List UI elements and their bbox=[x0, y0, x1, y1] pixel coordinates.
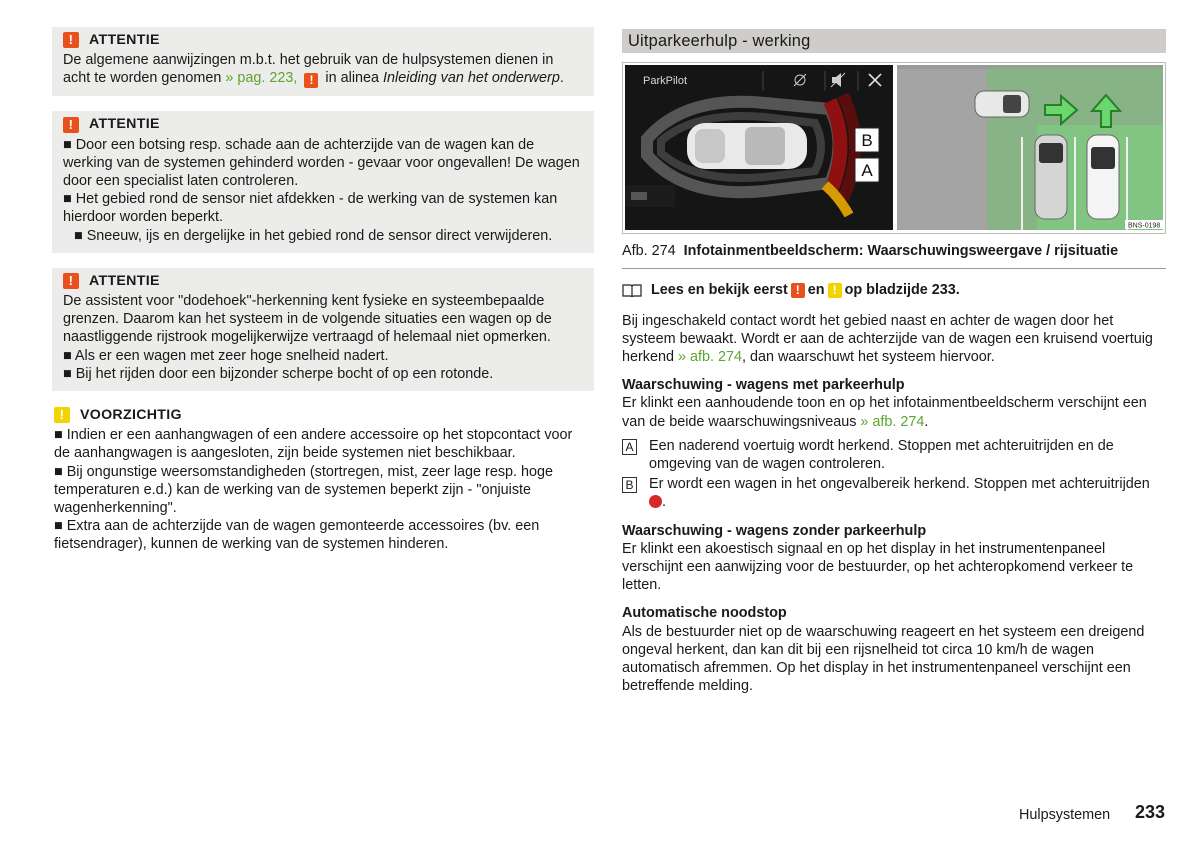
warning-box-3 bbox=[52, 268, 594, 391]
driving-situation bbox=[897, 65, 1163, 230]
bullet-item: ■ Extra aan de achterzijde van de wagen gemonteerde accessoires (bv. een fietsendrager), kunnen de werking van de systemen hinderen. bbox=[54, 518, 540, 553]
subheading: Waarschuwing - wagens met parkeerhulp bbox=[622, 377, 905, 394]
subheading: Waarschuwing - wagens zonder parkeerhulp bbox=[622, 522, 927, 539]
parkpilot-display-illustration bbox=[625, 65, 893, 230]
warning-icon: ! bbox=[63, 32, 79, 48]
subheading: Automatische noodstop bbox=[622, 605, 787, 622]
warning-level-b-label: B bbox=[861, 131, 873, 151]
figure-link[interactable]: » afb. 274 bbox=[860, 413, 925, 430]
warning-label: ATTENTIE bbox=[89, 272, 160, 289]
page-number: 233 bbox=[1135, 802, 1166, 822]
read-first-note: Lees en bekijk eerst ! en ! op bladzijde 233. bbox=[622, 281, 1166, 299]
book-icon bbox=[622, 284, 642, 298]
footer-chapter: Hulpsystemen bbox=[1019, 807, 1111, 823]
caution-icon: ! bbox=[54, 407, 70, 423]
figure-link[interactable]: » afb. 274 bbox=[678, 349, 743, 366]
warning-box-1 bbox=[52, 27, 594, 96]
bullet-item: ■ Bij het rijden door een bijzonder scherpe bocht of op een rotonde. bbox=[63, 365, 494, 382]
bullet-item: ■ Als er een wagen met zeer hoge snelheid nadert. bbox=[63, 347, 389, 364]
page-link[interactable]: » pag. 223, bbox=[225, 70, 298, 87]
infotainment-screen bbox=[625, 65, 893, 230]
caption-number: Afb. 274 bbox=[622, 243, 676, 260]
caption-text: Infotainmentbeeldscherm: Waarschuwingsweergave / rijsituatie bbox=[683, 243, 1119, 260]
figure-code: BNS-0198 bbox=[1128, 222, 1161, 230]
list-item bbox=[622, 437, 1166, 473]
bullet-item: ■ Door een botsing resp. schade aan de achterzijde van de wagen kan de werking van de systemen gehinderd worden - gevaar voor ongevallen! De wagen door een specialist laten controleren. bbox=[63, 136, 580, 190]
paragraph: Als de bestuurder niet op de waarschuwing reageert en het systeem een dreigend ongeval herkent, dan kan dit bij een rijsnelheid tot circa 10 km/h de wagen automatisch afremmen. Op het display in het instrumentenpaneel verschijnt een betreffende melding. bbox=[622, 623, 1145, 695]
bullet-item: ■ Bij ongunstige weersomstandigheden (stortregen, mist, zeer lage resp. hoge temperaturen e.d.) kan de werking van de systemen beperkt zijn - "onjuiste wagenherkenning". bbox=[54, 463, 554, 517]
warning-intro: De assistent voor "dodehoek"-herkenning kent fysieke en systeembepaalde grenzen. Daarom kan het systeem in de volgende situaties een wagen op de naastliggende rijstrook mogelijkerwijze vertraagd of helemaal niet opmerken. bbox=[63, 293, 552, 346]
paragraph: Er klinkt een akoestisch signaal en op het display in het instrumentenpaneel verschijnt een aanwijzing voor de bestuurder, op het achteropkomend verkeer te letten. bbox=[622, 540, 1134, 594]
bullet-item: ■ Indien er een aanhangwagen of een andere accessoire op het stopcontact voor de aanhangwagen is aangesloten, zijn beide systemen niet beschikbaar. bbox=[54, 427, 573, 462]
warning-icon: ! bbox=[791, 283, 805, 298]
list-item: B Er wordt een wagen in het ongevalbereik herkend. Stoppen met achteruitrijden . bbox=[622, 475, 1166, 511]
stop-icon bbox=[649, 495, 662, 508]
warning-text: De algemene aanwijzingen m.b.t. het gebruik van de hulpsystemen dienen in acht te worden genomen » pag. 223, ! in alinea Inleiding van het onderwerp. bbox=[63, 52, 564, 88]
intro-paragraph: Bij ingeschakeld contact wordt het gebied naast en achter de wagen door het systeem bewaakt. Wordt er aan de achterzijde van de wagen een kruisend voertuig herkend » afb. 274, dan waarschuwt het systeem hiervoor. bbox=[622, 312, 1153, 366]
key-label: B bbox=[622, 477, 637, 493]
warning-box-2 bbox=[52, 111, 594, 252]
caution-icon: ! bbox=[828, 283, 842, 298]
list-item-text: Er wordt een wagen in het ongevalbereik herkend. Stoppen met achteruitrijden bbox=[649, 476, 1150, 493]
trailer-icon bbox=[631, 192, 647, 200]
list-item-text: Een naderend voertuig wordt herkend. Stoppen met achteruitrijden en de omgeving van de wagen controleren. bbox=[649, 437, 1114, 473]
figure-274 bbox=[622, 62, 1166, 234]
warning-icon: ! bbox=[63, 273, 79, 289]
key-label: A bbox=[622, 439, 637, 455]
screen-title: ParkPilot bbox=[643, 75, 688, 88]
parking-lot-illustration bbox=[897, 65, 1163, 230]
warning-label: ATTENTIE bbox=[89, 116, 160, 133]
warning-icon: ! bbox=[304, 73, 318, 88]
warning-level-a-label: A bbox=[861, 161, 873, 181]
paragraph: Er klinkt een aanhoudende toon en op het infotainmentbeeldscherm verschijnt een van de beide waarschuwingsniveaus » afb. 274. bbox=[622, 395, 1147, 430]
right-column bbox=[622, 29, 1166, 705]
bullet-item: ■ Het gebied rond de sensor niet afdekken - de werking van de systemen kan hierdoor worden beperkt. bbox=[63, 191, 558, 226]
warning-label: ATTENTIE bbox=[89, 32, 160, 48]
caution-label: VOORZICHTIG bbox=[80, 407, 182, 424]
caution-block bbox=[52, 406, 594, 554]
divider bbox=[622, 268, 1166, 269]
figure-caption bbox=[622, 242, 1166, 260]
section-title: Uitparkeerhulp - werking bbox=[622, 29, 1166, 53]
left-column bbox=[52, 27, 594, 554]
warning-icon: ! bbox=[63, 117, 79, 133]
sub-bullet-item: ■ Sneeuw, ijs en dergelijke in het gebied rond de sensor direct verwijderen. bbox=[74, 227, 553, 244]
